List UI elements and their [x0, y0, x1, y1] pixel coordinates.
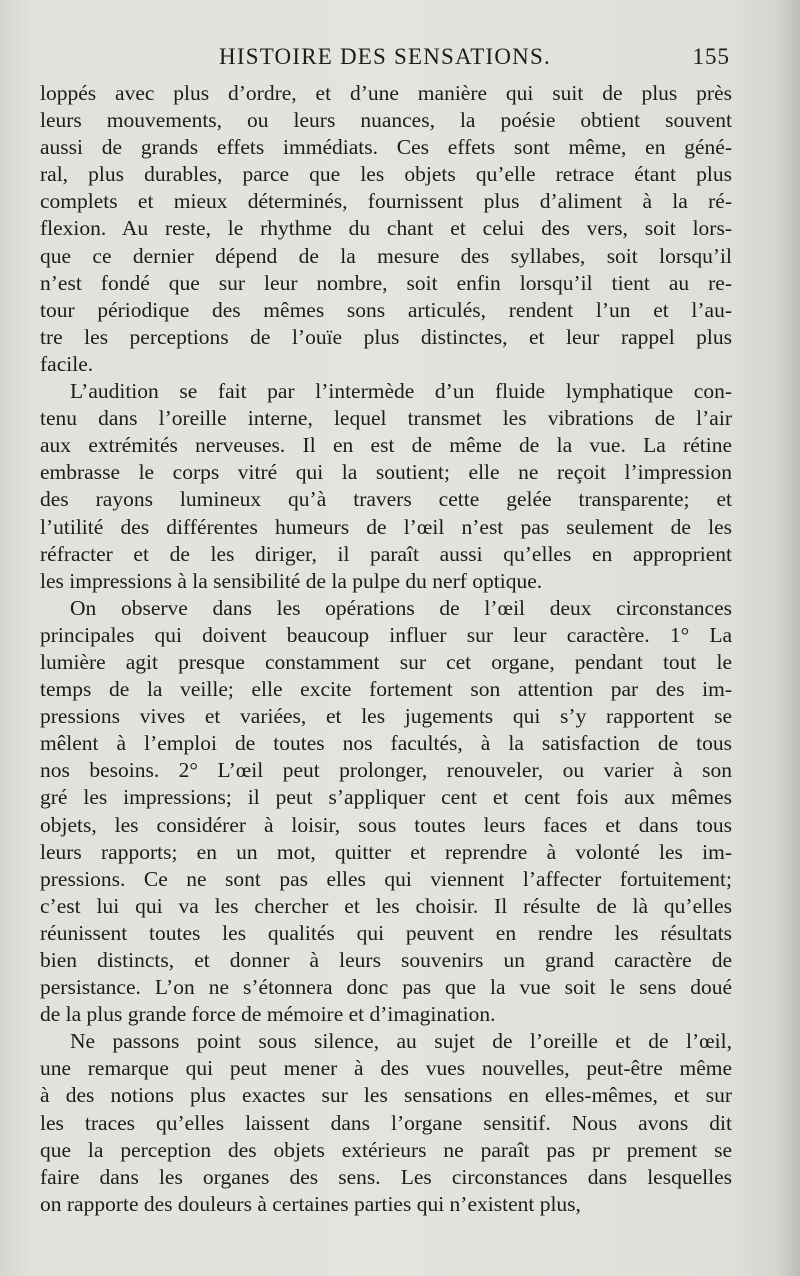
text-line: faire dans les organes des sens. Les circonstances dans lesquelles	[40, 1164, 732, 1189]
text-line: leurs mouvements, ou leurs nuances, la poésie obtient souvent	[40, 108, 732, 133]
text-line: On observe dans les opérations de l’œil deux circonstances	[70, 595, 732, 620]
text-line: L’audition se fait par l’intermède d’un fluide lymphatique con-	[70, 379, 732, 404]
text-line: de la plus grande force de mémoire et d’imagination.	[40, 1002, 496, 1027]
text-line: réunissent toutes les qualités qui peuvent en rendre les résultats	[40, 920, 732, 945]
text-line: réfracter et de les diriger, il paraît aussi qu’elles en approprient	[40, 541, 732, 566]
text-line: tour périodique des mêmes sons articulés, rendent l’un et l’au-	[40, 297, 732, 322]
text-line: aussi de grands effets immédiats. Ces effets sont même, en géné-	[40, 135, 732, 160]
text-line: n’est fondé que sur leur nombre, soit enfin lorsqu’il tient au re-	[40, 270, 732, 295]
text-line: principales qui doivent beaucoup influer sur leur caractère. 1° La	[40, 622, 732, 647]
text-line: flexion. Au reste, le rhythme du chant et celui des vers, soit lors-	[40, 216, 732, 241]
text-line: tenu dans l’oreille interne, lequel transmet les vibrations de l’air	[40, 406, 732, 431]
text-line: facile.	[40, 351, 94, 376]
text-line: pressions. Ce ne sont pas elles qui viennent l’affecter fortuitement;	[40, 866, 732, 891]
page-number: 155	[692, 44, 730, 69]
text-line: on rapporte des douleurs à certaines parties qui n’existent plus,	[40, 1191, 581, 1216]
text-line: aux extrémités nerveuses. Il en est de même de la vue. La rétine	[40, 433, 732, 458]
paragraph	[40, 595, 732, 1029]
text-line: les impressions à la sensibilité de la pulpe du nerf optique.	[40, 568, 543, 593]
text-line: tre les perceptions de l’ouïe plus distinctes, et leur rappel plus	[40, 324, 732, 349]
text-line: embrasse le corps vitré qui la soutient; elle ne reçoit l’impression	[40, 460, 732, 485]
text-line: nos besoins. 2° L’œil peut prolonger, renouveler, ou varier à son	[40, 758, 732, 783]
paragraph	[40, 378, 732, 595]
text-line: persistance. L’on ne s’étonnera donc pas que la vue soit le sens doué	[40, 975, 732, 1000]
running-title: HISTOIRE DES SENSATIONS.	[219, 44, 551, 69]
paragraph	[40, 1028, 732, 1218]
text-line: Ne passons point sous silence, au sujet de l’oreille et de l’œil,	[70, 1029, 732, 1054]
text-line: c’est lui qui va les chercher et les choisir. Il résulte de là qu’elles	[40, 893, 732, 918]
text-line: ral, plus durables, parce que les objets qu’elle retrace étant plus	[40, 162, 732, 187]
text-line: mêlent à l’emploi de toutes nos facultés, à la satisfaction de tous	[40, 731, 732, 756]
text-line: bien distincts, et donner à leurs souvenirs un grand caractère de	[40, 948, 732, 972]
text-line: lumière agit presque constamment sur cet organe, pendant tout le	[40, 649, 732, 674]
text-line: complets et mieux déterminés, fournissent plus d’aliment à la ré-	[40, 189, 732, 214]
text-line: une remarque qui peut mener à des vues nouvelles, peut-être même	[40, 1056, 732, 1081]
text-line: leurs rapports; en un mot, quitter et reprendre à volonté les im-	[40, 839, 732, 864]
text-line: l’utilité des différentes humeurs de l’œil n’est pas seulement de les	[40, 514, 732, 539]
paragraph	[40, 80, 732, 378]
text-line: les traces qu’elles laissent dans l’organe sensitif. Nous avons dit	[40, 1110, 732, 1135]
running-head	[40, 40, 730, 74]
text-line: que ce dernier dépend de la mesure des syllabes, soit lorsqu’il	[40, 243, 732, 268]
body-text	[40, 80, 732, 1218]
page-edge-shadow	[778, 0, 800, 1276]
text-line: pressions vives et variées, et les jugements qui s’y rapportent se	[40, 704, 732, 729]
text-line: temps de la veille; elle excite fortement son attention par des im-	[40, 677, 732, 702]
text-line: à des notions plus exactes sur les sensations en elles-mêmes, et sur	[40, 1083, 732, 1108]
text-line: que la perception des objets extérieurs ne paraît pas pr prement se	[40, 1137, 732, 1162]
text-line: loppés avec plus d’ordre, et d’une manière qui suit de plus près	[40, 81, 732, 105]
text-line: gré les impressions; il peut s’appliquer cent et cent fois aux mêmes	[40, 785, 732, 810]
text-line: objets, les considérer à loisir, sous toutes leurs faces et dans tous	[40, 812, 732, 837]
text-line: des rayons lumineux qu’à travers cette gelée transparente; et	[40, 487, 732, 512]
